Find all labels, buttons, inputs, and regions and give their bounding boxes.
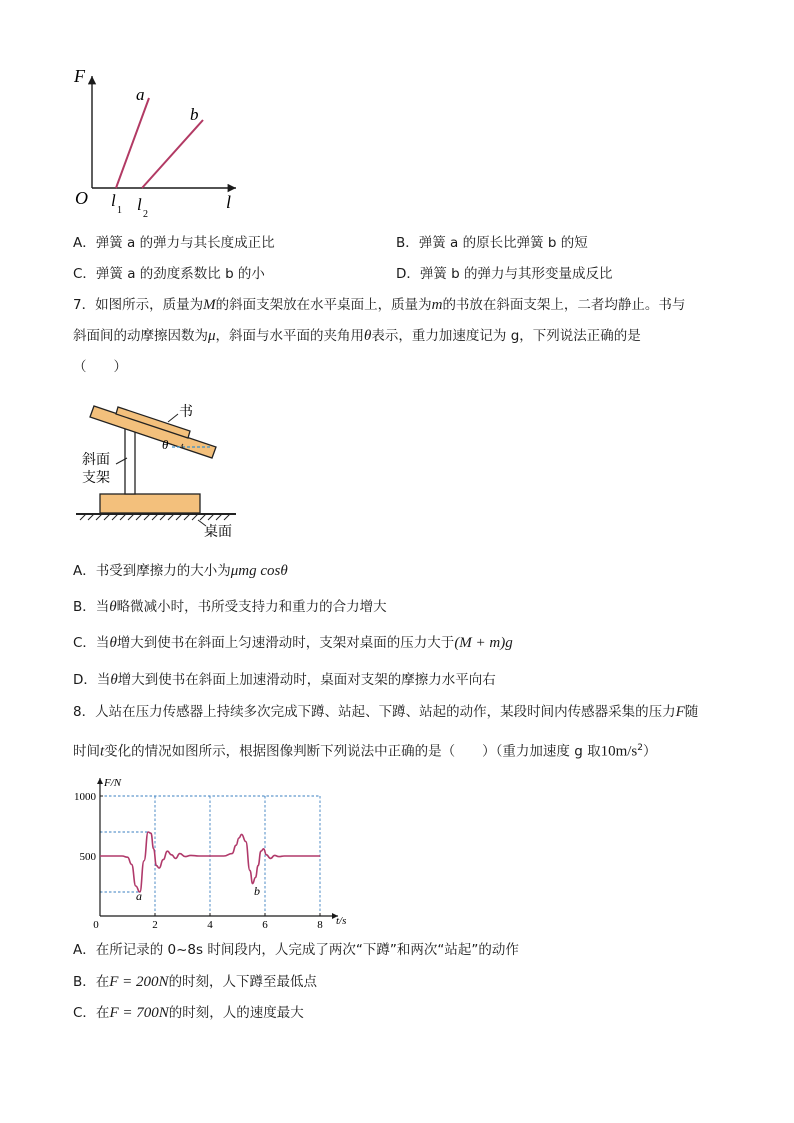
q8-option-c[interactable] [73,1003,304,1023]
q7-option-c-text: 增大到使书在斜面上匀速滑动时，支架对桌面的压力大于 [116,635,455,651]
q7-option-c-text: C．当 [73,635,110,651]
q7-text: ，斜面与水平面的夹角用 [215,328,365,344]
q8-option-c-text: C．在 [73,1005,110,1021]
q6-option-a[interactable]: A．弹簧 a 的弹力与其长度成正比 [73,235,275,251]
support-label-1: 斜面 [82,452,110,468]
x-tick-label: 0 [93,919,99,930]
q8-text: 变化的情况如图所示，根据图像判断下列说法中正确的是（ ）（重力加速度 g 取 [104,743,601,760]
q7-text: 的斜面支架放在水平桌面上，质量为 [215,297,432,313]
chart-ylabel: F/N [104,777,122,789]
chart-xlabel: t/s [336,915,347,927]
q7-option-d-text: 增大到使书在斜面上加速滑动时，桌面对支架的摩擦力水平向右 [117,672,496,688]
support-post [125,424,135,494]
annotation-b: b [254,884,260,898]
incline-board [90,406,216,458]
g-exponent: 2 [637,743,643,753]
q8-text: 随 [684,704,699,720]
q8-text: 时间 [73,743,100,760]
axis-label-F: F [74,66,85,86]
q7-option-a-text: A．书受到摩擦力的大小为 [73,563,231,579]
q7-text: 表示，重力加速度记为 g，下列说法正确的是 [371,328,641,344]
q7-text: 斜面间的动摩擦因数为 [73,328,208,344]
book-label: 书 [179,404,193,420]
var-t: t [100,743,105,760]
q7-option-b-text: B．当 [73,599,110,615]
var-theta: θ [109,599,117,615]
q6-option-b[interactable]: B．弹簧 a 的原长比弹簧 b 的短 [396,235,588,251]
x-tick-label: 8 [317,919,323,930]
var-F: F [675,704,685,720]
q8-stem-line2 [73,738,657,762]
var-theta: θ [110,672,118,688]
q8-stem-line1 [73,702,698,722]
q8-option-b-text: B．在 [73,974,110,990]
line-a-label: a [136,85,145,104]
q7-option-d[interactable] [73,670,496,690]
q8-text: ） [643,743,657,760]
q8-option-b-math: F = 200N [109,974,169,990]
support-base [100,494,200,513]
origin-label: O [75,188,88,208]
axis-label-l: l [226,192,232,212]
tick-l2-sub: 2 [143,209,148,220]
support-label-2: 支架 [82,470,110,486]
var-mu: μ [208,328,216,344]
q7-answer-bracket: （ ） [73,359,127,375]
q6-option-d[interactable]: D．弹簧 b 的弹力与其形变量成反比 [396,266,613,282]
q7-option-d-text: D．当 [73,672,111,688]
spring-graph [70,62,250,222]
q8-option-a[interactable]: A．在所记录的 0~8s 时间段内，人完成了两次“下蹲”和两次“站起”的动作 [73,942,519,958]
line-b-label: b [190,105,199,124]
q8-option-b-text: 的时刻，人下蹲至最低点 [168,974,318,990]
var-theta: θ [364,328,372,344]
q8-option-c-math: F = 700N [109,1005,169,1021]
x-tick-label: 6 [262,919,268,930]
x-tick-label: 4 [207,919,213,930]
theta-label: θ [162,437,169,452]
line-a [116,98,149,188]
q7-option-c[interactable] [73,633,513,653]
force-time-chart [70,774,360,930]
var-M: M [203,297,216,313]
q8-text: 8．人站在压力传感器上持续多次完成下蹲、站起、下蹲、站起的动作，某段时间内传感器采集的压力 [73,704,676,720]
incline-figure [72,392,242,542]
y-tick-label: 500 [79,851,96,863]
tick-l2: l [137,195,142,214]
q8-option-c-text: 的时刻，人的速度最大 [168,1005,304,1021]
g-value: 10m/s [600,743,638,760]
q6-option-c[interactable]: C．弹簧 a 的劲度系数比 b 的小 [73,266,265,282]
q7-option-a[interactable] [73,561,288,581]
desk-label: 桌面 [204,524,232,540]
annotation-a: a [136,889,142,903]
q7-option-b-text: 略微减小时，书所受支持力和重力的合力增大 [116,599,387,615]
q7-stem-line1 [73,295,685,315]
book-pointer [168,414,178,422]
q8-option-b[interactable] [73,972,317,992]
y-tick-label: 1000 [74,791,96,803]
line-b [142,120,203,188]
q7-stem-line2 [73,326,641,346]
q7-option-a-math: μmg cosθ [230,563,288,579]
tick-l1-sub: 1 [117,205,122,216]
q7-option-c-math: (M + m)g [454,635,513,651]
q7-text: 7．如图所示，质量为 [73,297,204,313]
var-m: m [431,297,443,313]
x-tick-label: 2 [152,919,158,930]
tick-l1: l [111,191,116,210]
q7-option-b[interactable] [73,597,387,617]
var-theta: θ [109,635,117,651]
q7-text: 的书放在斜面支架上，二者均静止。书与 [442,297,686,313]
